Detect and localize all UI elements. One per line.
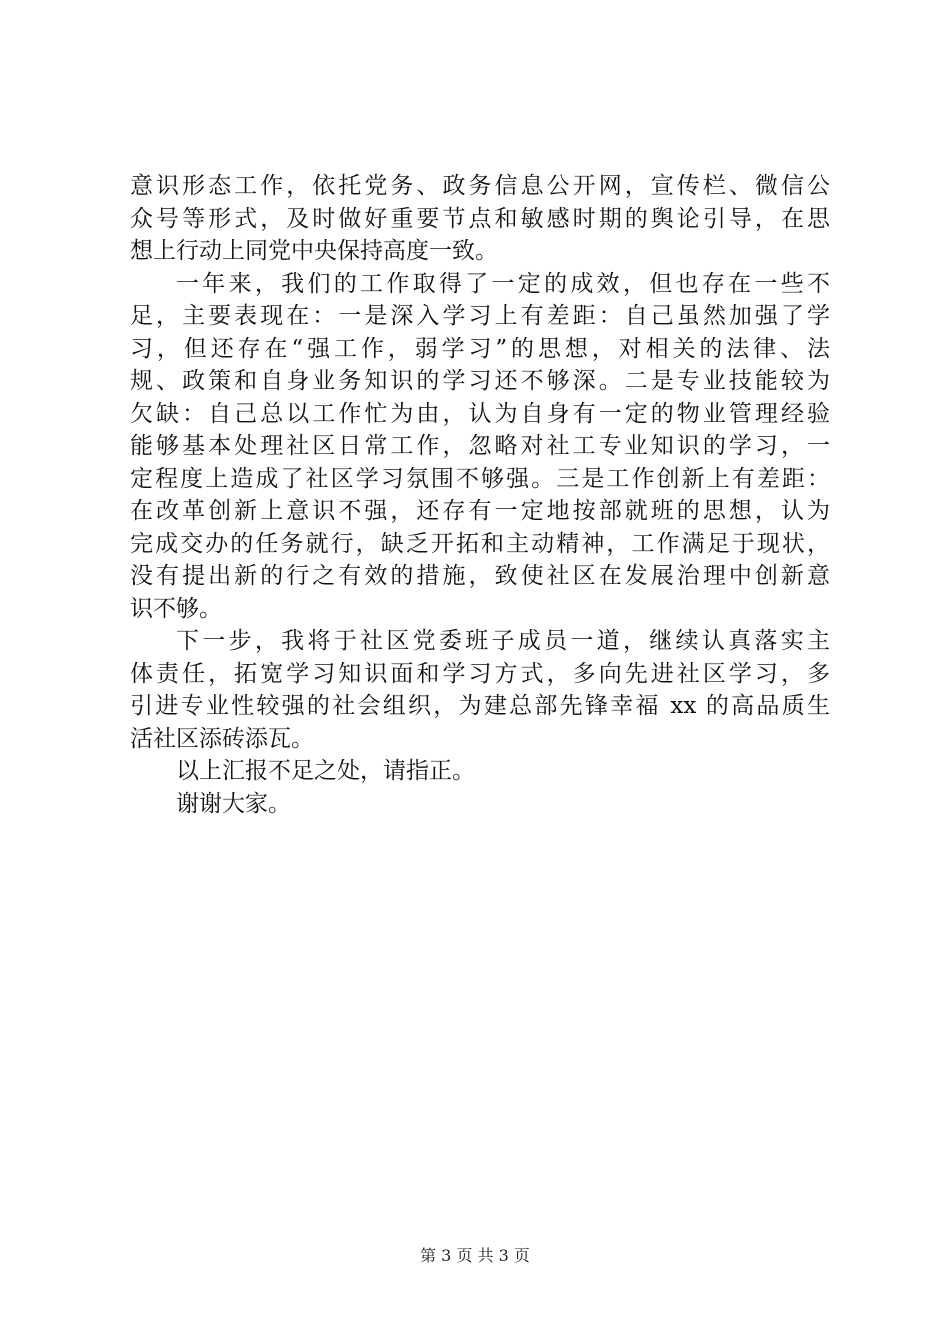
text-line: 一年来，我们的工作取得了一定的成效，但也存在一些不 bbox=[176, 270, 830, 297]
text-line: 体责任，拓宽学习知识面和学习方式，多向先进社区学习，多 bbox=[130, 660, 830, 687]
text-line: 习，但还存在“强工作，弱学习”的思想，对相关的法律、法 bbox=[130, 335, 830, 362]
text-line: 活社区添砖添瓦。 bbox=[130, 725, 314, 752]
text-line: 足，主要表现在：一是深入学习上有差距：自己虽然加强了学 bbox=[130, 303, 830, 329]
paragraph bbox=[130, 788, 830, 821]
text-line: 引进专业性较强的社会组织，为建总部先锋幸福 xx 的高品质生 bbox=[130, 693, 830, 719]
text-line: 没有提出新的行之有效的措施，致使社区在发展治理中创新意 bbox=[130, 563, 830, 589]
text-line: 在改革创新上意识不强，还存有一定地按部就班的思想，认为 bbox=[130, 498, 830, 524]
text-line: 识不够。 bbox=[130, 595, 222, 622]
text-line: 能够基本处理社区日常工作，忽略对社工专业知识的学习，一 bbox=[130, 433, 830, 459]
paragraph bbox=[130, 755, 830, 788]
text-line: 定程度上造成了社区学习氛围不够强。三是工作创新上有差距： bbox=[130, 465, 830, 492]
text-line: 意识形态工作，依托党务、政务信息公开网，宣传栏、微信公 bbox=[130, 173, 830, 199]
text-line: 谢谢大家。 bbox=[176, 790, 291, 817]
paragraph bbox=[130, 170, 830, 268]
paragraph bbox=[130, 625, 830, 755]
document-body bbox=[130, 170, 830, 820]
text-line: 欠缺：自己总以工作忙为由，认为自身有一定的物业管理经验 bbox=[130, 400, 830, 427]
text-line: 完成交办的任务就行，缺乏开拓和主动精神，工作满足于现状， bbox=[130, 530, 830, 557]
text-line: 规、政策和自身业务知识的学习还不够深。二是专业技能较为 bbox=[130, 368, 830, 394]
paragraph bbox=[130, 268, 830, 626]
text-line: 想上行动上同党中央保持高度一致。 bbox=[130, 238, 498, 264]
page-number-footer: 第 3 页 共 3 页 bbox=[420, 1246, 530, 1265]
text-line: 众号等形式，及时做好重要节点和敏感时期的舆论引导，在思 bbox=[130, 205, 830, 232]
text-line: 以上汇报不足之处，请指正。 bbox=[176, 758, 475, 784]
text-line: 下一步，我将于社区党委班子成员一道，继续认真落实主 bbox=[176, 628, 830, 654]
